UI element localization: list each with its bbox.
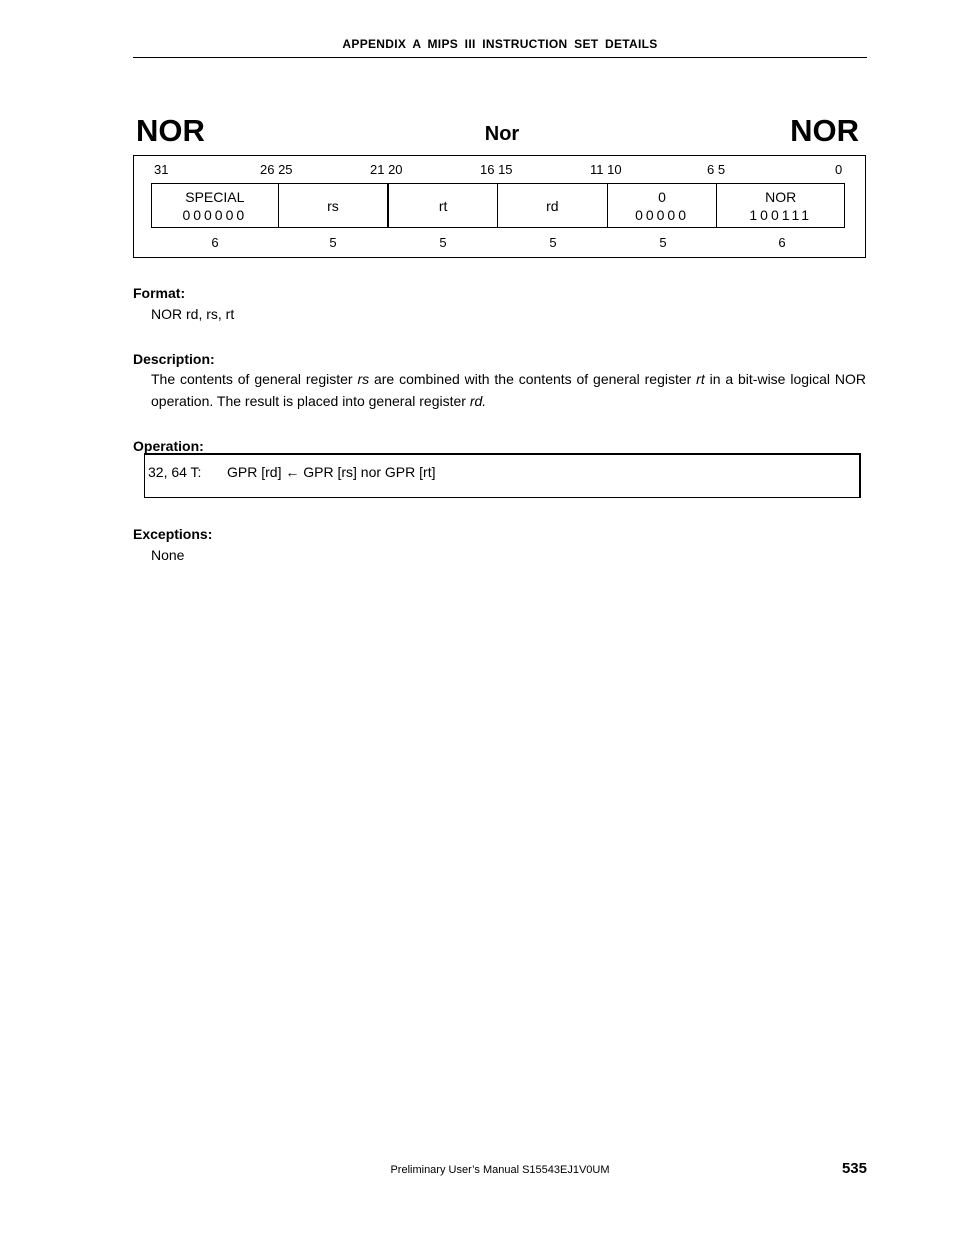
description-text: in a bit-wise logical NOR operation. The result is placed into general register [151, 371, 866, 409]
description-heading: Description: [133, 351, 215, 367]
field-name: NOR [765, 188, 797, 205]
field-name: rt [438, 197, 448, 214]
bit-position: 21 20 [370, 162, 403, 177]
description-text: are combined with the contents of general register [369, 371, 697, 387]
bit-position: 16 15 [480, 162, 513, 177]
field-function [717, 184, 844, 227]
exceptions-body: None [151, 547, 185, 563]
field-bits: 00000 [635, 206, 690, 223]
mnemonic-left: NOR [136, 113, 205, 148]
bit-position: 31 [154, 162, 169, 177]
mnemonic-right: NOR [790, 113, 859, 148]
field-width: 6 [211, 235, 219, 250]
field-name: rd [546, 197, 559, 214]
field-rs [279, 184, 389, 227]
field-width: 5 [439, 235, 447, 250]
field-bits: 100111 [749, 206, 813, 223]
footer-text: Preliminary User’s Manual S15543EJ1V0UM [390, 1164, 610, 1176]
encoding-fields [151, 183, 845, 228]
description-rt: rt [696, 371, 705, 387]
running-header: APPENDIX A MIPS III INSTRUCTION SET DETAILS [342, 37, 658, 51]
operation-expression: GPR [rd] ← GPR [rs] nor GPR [rt] [227, 464, 436, 480]
field-width: 5 [549, 235, 557, 250]
field-width: 6 [778, 235, 786, 250]
field-name: rs [327, 197, 339, 214]
operation-condition: 32, 64 T: [148, 464, 202, 480]
mnemonic-center: Nor [484, 123, 520, 145]
field-bits: 000000 [182, 206, 248, 223]
field-name: 0 [658, 188, 666, 205]
field-special [152, 184, 279, 227]
field-rd [498, 184, 608, 227]
description-rd: rd. [469, 393, 487, 409]
field-rt [388, 184, 498, 227]
description-rs: rs [357, 371, 370, 387]
bit-position: 6 5 [707, 162, 726, 177]
description-text: The contents of general register [151, 371, 358, 387]
operation-heading: Operation: [133, 438, 204, 454]
field-width: 5 [329, 235, 337, 250]
bit-position: 11 10 [590, 162, 622, 177]
field-width: 5 [659, 235, 667, 250]
field-zero [608, 184, 718, 227]
description-body [151, 368, 866, 412]
bit-position: 26 25 [260, 162, 293, 177]
header-rule [133, 57, 867, 58]
exceptions-heading: Exceptions: [133, 526, 213, 542]
bit-position: 0 [835, 162, 843, 177]
page-number: 535 [841, 1160, 867, 1177]
format-heading: Format: [133, 285, 186, 301]
format-body: NOR rd, rs, rt [151, 306, 235, 322]
field-name: SPECIAL [185, 188, 245, 205]
